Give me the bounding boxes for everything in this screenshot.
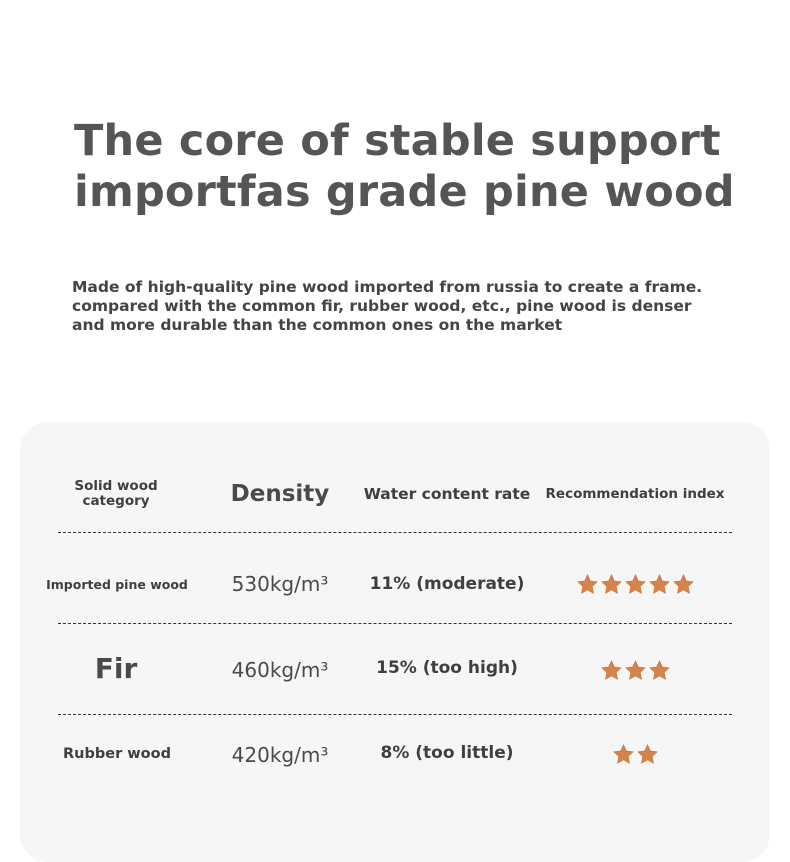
headline-line-1: The core of stable support xyxy=(74,116,721,166)
description xyxy=(72,278,752,335)
row-2-density-value: 460kg/m³ xyxy=(231,658,329,682)
row-2-category xyxy=(56,646,176,690)
star-icon xyxy=(600,573,623,596)
description-line-3: and more durable than the common ones on the market xyxy=(72,316,563,334)
header-density xyxy=(210,474,350,514)
row-1-water xyxy=(360,562,534,606)
star-icon xyxy=(600,659,623,682)
row-3-density xyxy=(210,733,350,777)
row-2-density xyxy=(210,648,350,692)
star-icon xyxy=(636,743,659,766)
star-icon xyxy=(672,573,695,596)
row-1-category xyxy=(46,562,188,606)
description-line-1: Made of high-quality pine wood imported from russia to create a frame. xyxy=(72,278,703,296)
row-1-category-label: Imported pine wood xyxy=(46,576,188,592)
row-3-category xyxy=(46,732,188,776)
star-icon xyxy=(624,573,647,596)
header-recommendation xyxy=(540,474,730,514)
row-divider xyxy=(58,532,732,533)
header-category xyxy=(56,474,176,514)
star-icon xyxy=(576,573,599,596)
description-line-2: compared with the common fir, rubber wood, etc., pine wood is denser xyxy=(72,297,692,315)
row-1-density-value: 530kg/m³ xyxy=(231,572,329,596)
header-recommendation-label: Recommendation index xyxy=(545,486,725,502)
header-density-label: Density xyxy=(230,481,330,507)
star-icon xyxy=(612,743,635,766)
row-divider xyxy=(58,623,732,624)
row-3-water xyxy=(360,731,534,775)
star-icon xyxy=(648,573,671,596)
row-3-density-value: 420kg/m³ xyxy=(231,743,329,767)
star-icon xyxy=(624,659,647,682)
row-2-rating xyxy=(540,648,730,692)
headline-line-2: importfas grade pine wood xyxy=(74,167,735,217)
row-3-rating xyxy=(540,732,730,776)
headline xyxy=(74,116,774,218)
row-2-water xyxy=(360,646,534,690)
header-water xyxy=(360,474,534,514)
header-water-label: Water content rate xyxy=(363,485,531,503)
star-icon xyxy=(648,659,671,682)
row-divider xyxy=(58,714,732,715)
row-1-rating xyxy=(540,562,730,606)
row-1-water-value: 11% (moderate) xyxy=(369,574,525,594)
row-3-water-value: 8% (too little) xyxy=(380,743,514,763)
row-3-category-label: Rubber wood xyxy=(63,746,171,762)
row-2-water-value: 15% (too high) xyxy=(376,658,518,678)
row-1-density xyxy=(210,562,350,606)
header-category-label: Solid wood category xyxy=(74,478,158,509)
row-2-category-label: Fir xyxy=(94,651,138,685)
comparison-table xyxy=(20,422,770,862)
